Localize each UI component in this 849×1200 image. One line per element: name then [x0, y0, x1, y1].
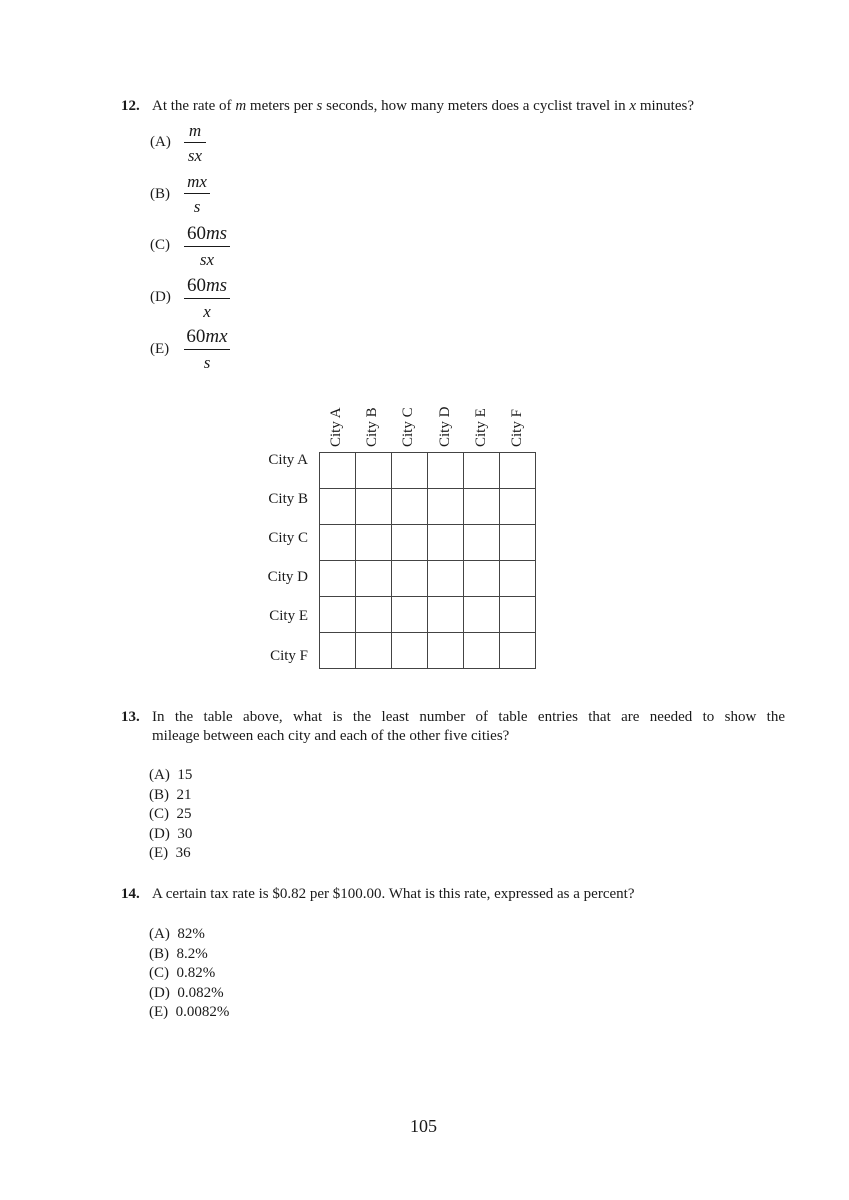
fraction-numerator: mx	[187, 172, 207, 191]
fraction-denominator: sx	[187, 146, 203, 165]
table-cell	[500, 489, 536, 525]
q12-choice-b-label: (B)	[150, 186, 170, 202]
table-cell	[464, 453, 500, 489]
q12-var-x: x	[629, 98, 637, 114]
q13-choice	[149, 766, 192, 786]
table-cell	[428, 489, 464, 525]
table-row	[320, 597, 536, 633]
q12-choice-e-fraction	[184, 327, 230, 371]
fraction-numerator	[184, 276, 230, 295]
table-cell	[320, 597, 356, 633]
table-row	[320, 525, 536, 561]
table-column-header: City B	[364, 407, 380, 447]
page-number: 105	[410, 1116, 437, 1136]
choice-label: (A)	[149, 767, 170, 783]
table-cell	[356, 597, 392, 633]
question-13-text-line2: mileage between each city and each of the other five cities?	[152, 728, 510, 744]
q13-choice	[149, 805, 192, 825]
q12-choice-a-fraction	[184, 122, 206, 164]
table-row	[320, 633, 536, 669]
fraction-denominator: s	[193, 197, 201, 216]
table-row-header: City C	[268, 530, 308, 546]
table-row	[320, 453, 536, 489]
table-cell	[320, 489, 356, 525]
choice-label: (D)	[149, 825, 170, 842]
table-cell	[428, 597, 464, 633]
table-cell	[320, 525, 356, 561]
fraction-bar	[184, 298, 230, 299]
choice-value: 15	[177, 767, 193, 783]
q14-choices	[149, 925, 229, 1023]
q12-choice-c-fraction	[184, 224, 230, 268]
table-row	[320, 489, 536, 525]
question-12-text	[152, 98, 694, 115]
q14-choice	[149, 945, 229, 965]
choice-value: 30	[177, 825, 193, 842]
fraction-coefficient: 60	[186, 275, 206, 296]
table-cell	[356, 561, 392, 597]
q12-text-part: At the rate of	[152, 98, 236, 114]
table-column-header: City C	[400, 407, 416, 447]
choice-label: (A)	[149, 926, 170, 942]
q12-text-part: meters per	[246, 98, 317, 114]
q13-choice	[149, 825, 192, 845]
table-column-header: City D	[437, 406, 453, 447]
choice-label: (C)	[149, 806, 169, 822]
q13-choice	[149, 786, 192, 806]
choice-label: (E)	[149, 1004, 169, 1020]
table-row-header: City A	[268, 452, 308, 468]
q12-choice-e-label: (E)	[150, 341, 170, 357]
q12-text-part: minutes?	[636, 98, 694, 114]
q12-var-s: s	[316, 98, 323, 114]
q14-choice	[149, 964, 229, 984]
table-cell	[356, 489, 392, 525]
table-cell	[320, 453, 356, 489]
choice-value: 0.082%	[177, 984, 224, 1001]
q13-choices	[149, 766, 192, 864]
q12-choice-d-label: (D)	[150, 289, 171, 305]
table-row-header: City F	[270, 648, 308, 664]
question-12-number: 12.	[121, 98, 140, 114]
table-column-header: City A	[328, 407, 344, 447]
choice-value: 36	[175, 845, 191, 861]
table-cell	[464, 489, 500, 525]
table-cell	[428, 561, 464, 597]
choice-label: (D)	[149, 984, 170, 1001]
fraction-numerator	[184, 327, 230, 346]
table-cell	[428, 633, 464, 669]
fraction-coefficient: 60	[186, 223, 206, 244]
q14-choice	[149, 1003, 229, 1023]
question-14-text: A certain tax rate is $0.82 per $100.00. What is this rate, expressed as a percent?	[152, 886, 635, 902]
table-cell	[320, 561, 356, 597]
table-cell	[464, 597, 500, 633]
choice-value: 0.0082%	[175, 1004, 230, 1020]
table-cell	[392, 561, 428, 597]
table-cell	[392, 597, 428, 633]
fraction-bar	[184, 246, 230, 247]
choice-label: (C)	[149, 965, 169, 981]
mileage-grid	[319, 452, 536, 669]
q14-choice	[149, 925, 229, 945]
table-cell	[392, 453, 428, 489]
fraction-bar	[184, 349, 230, 350]
table-cell	[464, 561, 500, 597]
q12-choice-a-label: (A)	[150, 134, 171, 150]
table-cell	[428, 453, 464, 489]
table-cell	[500, 561, 536, 597]
choice-value: 8.2%	[176, 945, 208, 962]
table-column-header: City F	[509, 409, 525, 447]
table-row	[320, 561, 536, 597]
fraction-denominator: s	[203, 353, 211, 372]
fraction-coefficient: 60	[186, 326, 206, 347]
q12-choice-d-fraction	[184, 276, 230, 320]
q12-text-part: seconds, how many meters does a cyclist travel in	[322, 98, 630, 114]
table-column-header: City E	[473, 408, 489, 447]
fraction-bar	[184, 193, 210, 194]
choice-value: 25	[176, 806, 192, 822]
table-row-header: City E	[269, 608, 308, 624]
fraction-denominator: sx	[199, 250, 215, 269]
table-cell	[356, 453, 392, 489]
question-14-number: 14.	[121, 886, 140, 902]
fraction-variables: mx	[205, 326, 228, 347]
question-13-text-line1: In the table above, what is the least number of table entries that are needed to show the	[152, 709, 785, 725]
choice-label: (B)	[149, 786, 169, 803]
table-cell	[392, 525, 428, 561]
table-cell	[464, 633, 500, 669]
choice-value: 82%	[177, 926, 205, 942]
table-cell	[356, 525, 392, 561]
choice-value: 21	[176, 786, 192, 803]
table-cell	[500, 525, 536, 561]
table-cell	[392, 489, 428, 525]
q12-var-m: m	[235, 98, 247, 114]
table-cell	[356, 633, 392, 669]
choice-value: 0.82%	[176, 965, 216, 981]
choice-label: (B)	[149, 945, 169, 962]
table-row-header: City B	[268, 491, 308, 507]
question-13-number: 13.	[121, 709, 140, 725]
table-cell	[320, 633, 356, 669]
table-cell	[500, 453, 536, 489]
fraction-numerator: m	[188, 121, 202, 140]
q13-choice	[149, 844, 192, 864]
table-cell	[428, 525, 464, 561]
fraction-variables: ms	[205, 223, 228, 244]
table-cell	[500, 597, 536, 633]
choice-label: (E)	[149, 845, 169, 861]
fraction-variables: ms	[205, 275, 228, 296]
q14-choice	[149, 984, 229, 1004]
q12-choice-b-fraction	[184, 173, 210, 215]
table-cell	[464, 525, 500, 561]
table-row-header: City D	[267, 569, 308, 585]
table-cell	[392, 633, 428, 669]
fraction-numerator	[184, 224, 230, 243]
fraction-denominator: x	[203, 302, 211, 321]
q12-choice-c-label: (C)	[150, 237, 170, 253]
table-cell	[500, 633, 536, 669]
fraction-bar	[184, 142, 206, 143]
